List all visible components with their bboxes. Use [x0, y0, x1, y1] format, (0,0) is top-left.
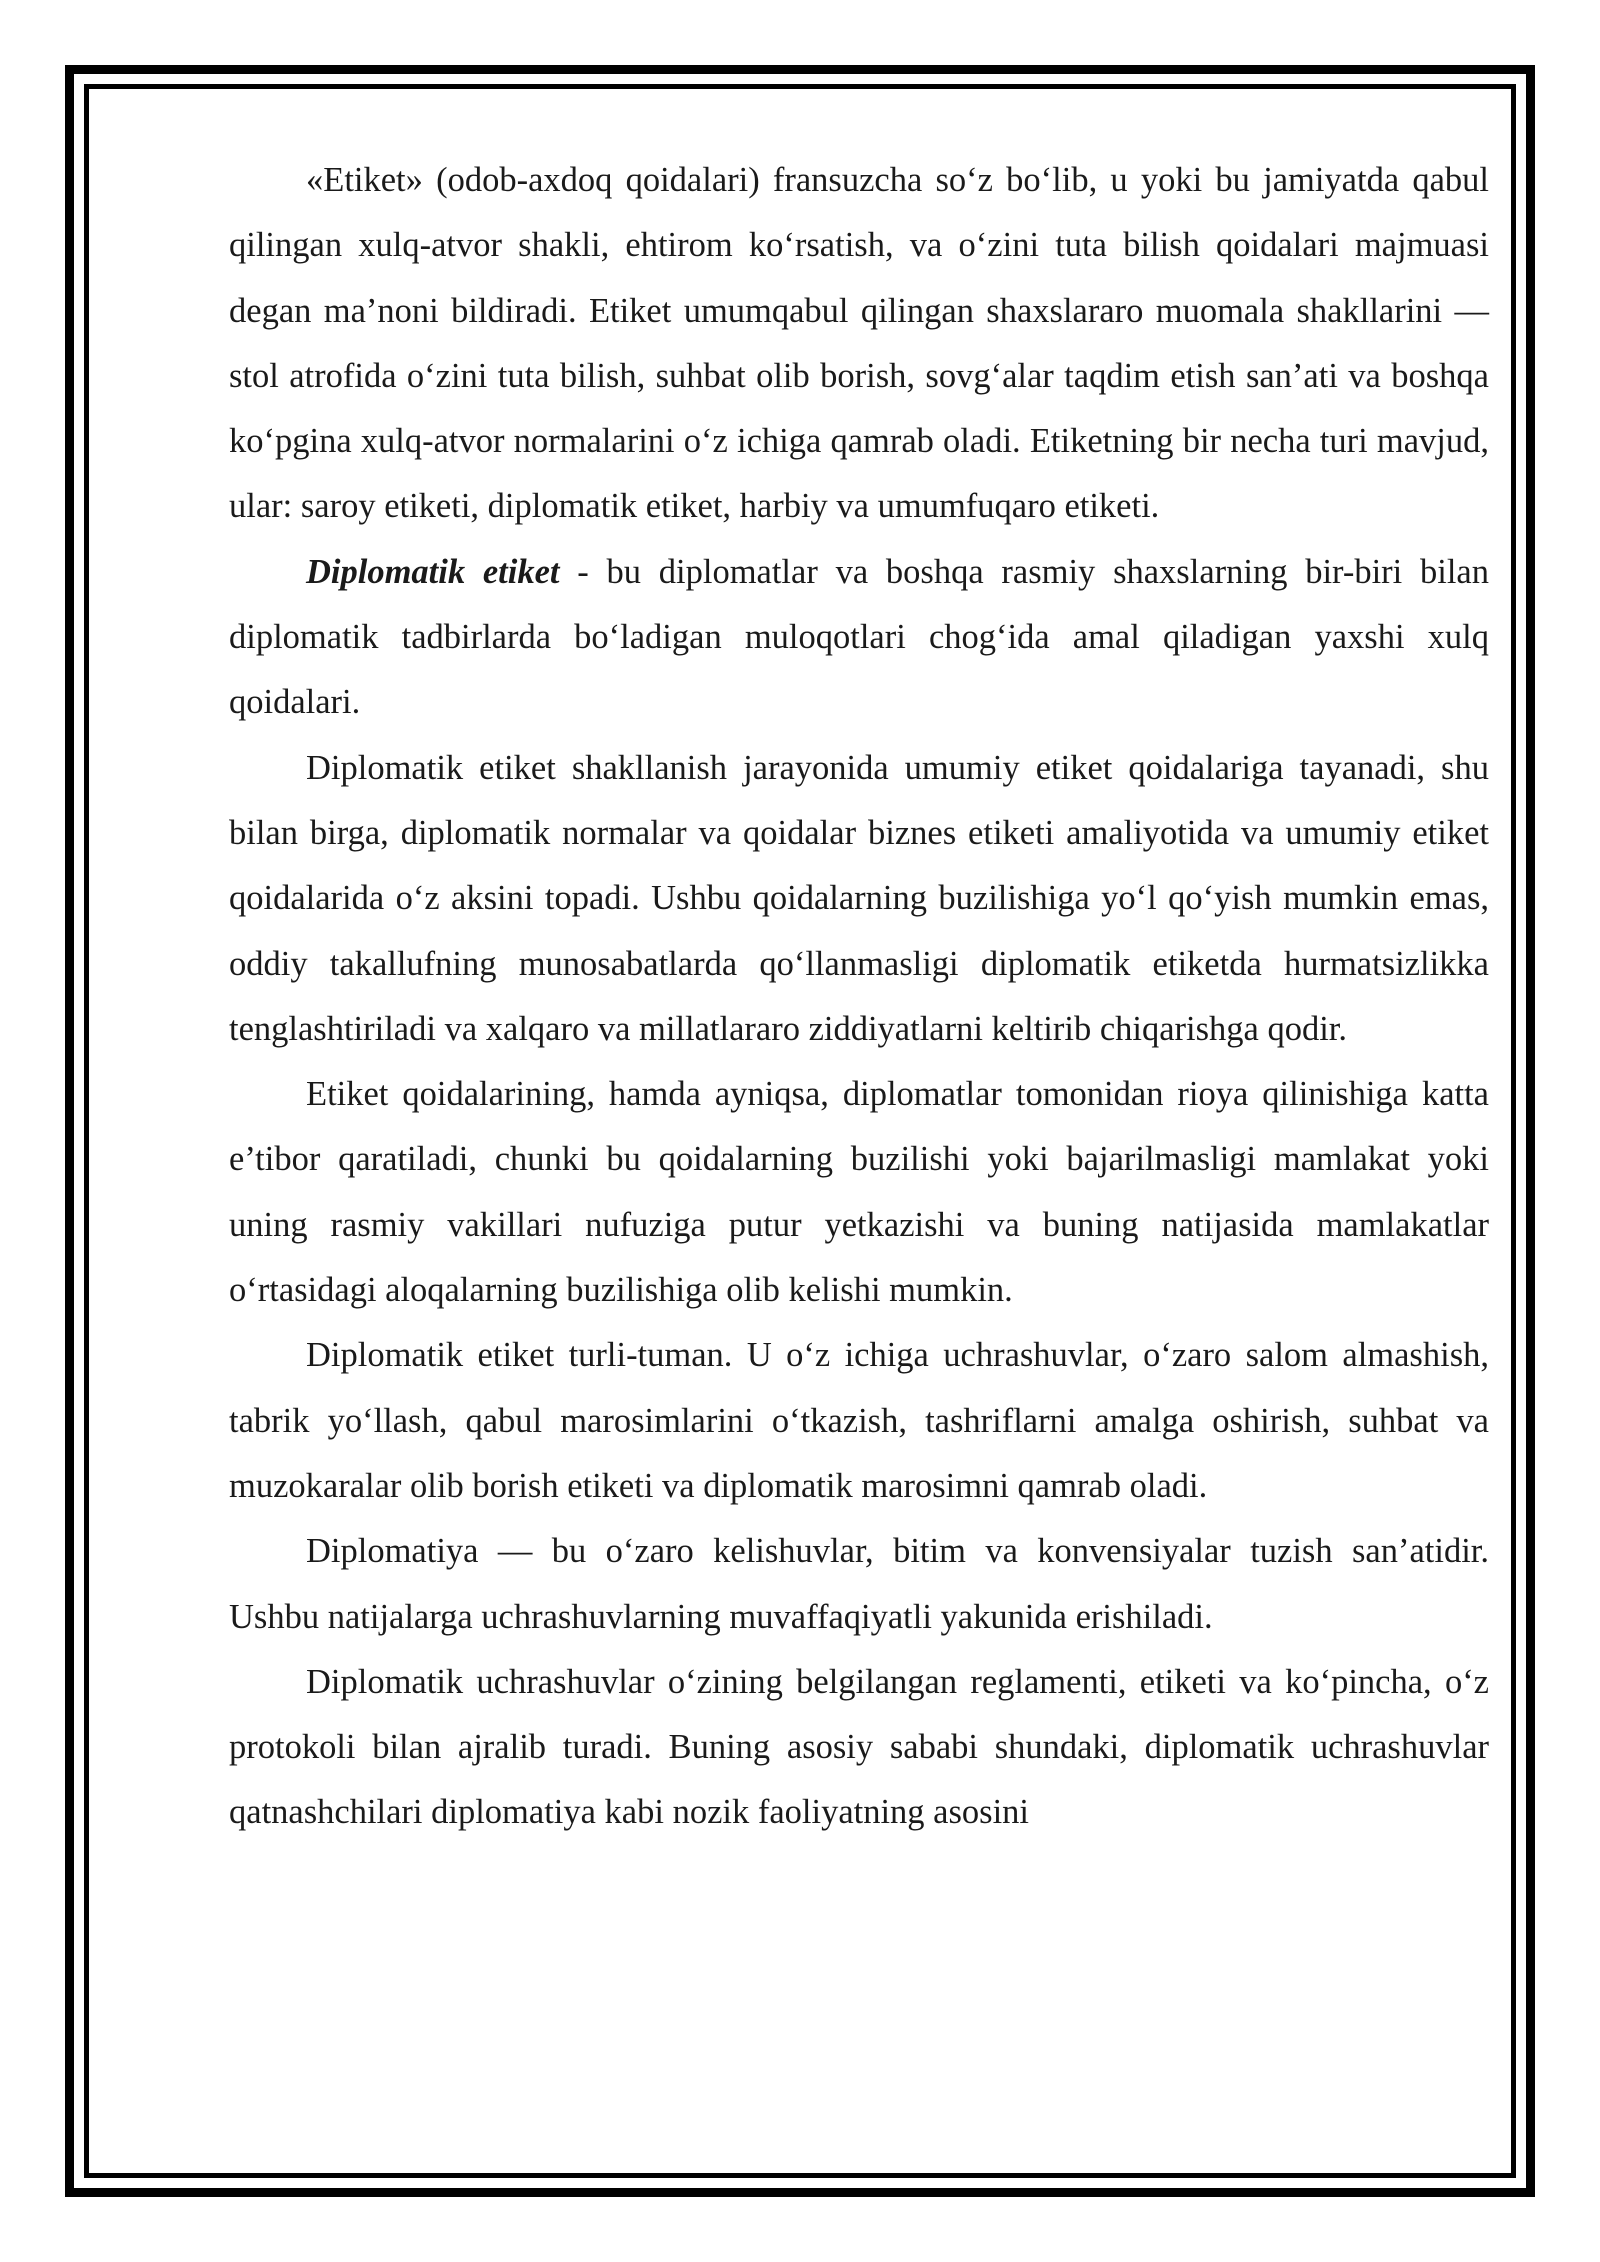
paragraph-rules-importance: Etiket qoidalarining, hamda ayniqsa, diplomatlar tomonidan rioya qilinishiga katta e’tibor qaratiladi, chunki bu qoidalarning buzilishi yoki bajarilmasligi mamlakat yoki uning rasmiy vakillari nufuziga putur yetkazishi va buning natijasida mamlakatlar o‘rtasidagi aloqalarning buzilishiga olib kelishi mumkin.	[229, 1075, 1489, 1310]
paragraph-etiket-definition: «Etiket» (odob-axdoq qoidalari) fransuzcha so‘z bo‘lib, u yoki bu jamiyatda qabul qilingan xulq-atvor shakli, ehtirom ko‘rsatish, va o‘zini tuta bilish qoidalari majmuasi degan ma’noni bildiradi. Etiket umumqabul qilingan shaxslararo muomala shakllarini — stol atrofida o‘zini tuta bilish, suhbat olib borish, sovg‘alar taqdim etish san’ati va boshqa ko‘pgina xulq-atvor normalarini o‘z ichiga qamrab oladi. Etiketning bir necha turi mavjud, ular: saroy etiketi, diplomatik etiket, harbiy va umumfuqaro etiketi.	[229, 161, 1489, 526]
term-definition: - bu diplomatlar va boshqa rasmiy shaxslarning bir-biri bilan diplomatik tadbirlarda bo‘ladigan muloqotlari chog‘ida amal qiladigan yaxshi xulq qoidalari.	[229, 552, 1489, 722]
paragraph-diplomatic-meetings: Diplomatik uchrashuvlar o‘zining belgilangan reglamenti, etiketi va ko‘pincha, o‘z protokoli bilan ajralib turadi. Buning asosiy sababi shundaki, diplomatik uchrashuvlar qatnashchilari diplomatiya kabi nozik faoliyatning asosini	[229, 1662, 1489, 1832]
paragraph-diplomatiya: Diplomatiya — bu o‘zaro kelishuvlar, bitim va konvensiyalar tuzish san’atidir. Ushbu natijalarga uchrashuvlarning muvaffaqiyatli yakunida erishiladi.	[229, 1532, 1489, 1636]
paragraph-diplomatik-etiket	[229, 540, 1489, 736]
paragraph-etiket-variety: Diplomatik etiket turli-tuman. U o‘z ichiga uchrashuvlar, o‘zaro salom almashish, tabrik yo‘llash, qabul marosimlarini o‘tkazish, tashriflarni amalga oshirish, suhbat va muzokaralar olib borish etiketi va diplomatik marosimni qamrab oladi.	[229, 1336, 1489, 1505]
document-body	[229, 148, 1489, 1846]
term-diplomatik-etiket: Diplomatik etiket	[306, 552, 560, 591]
paragraph-etiket-formation: Diplomatik etiket shakllanish jarayonida umumiy etiket qoidalariga tayanadi, shu bilan birga, diplomatik normalar va qoidalar biznes etiketi amaliyotida va umumiy etiket qoidalarida o‘z aksini topadi. Ushbu qoidalarning buzilishiga yo‘l qo‘yish mumkin emas, oddiy takallufning munosabatlarda qo‘llanmasligi diplomatik etiketda hurmatsizlikka tenglashtiriladi va xalqaro va millatlararo ziddiyatlarni keltirib chiqarishga qodir.	[229, 748, 1489, 1048]
